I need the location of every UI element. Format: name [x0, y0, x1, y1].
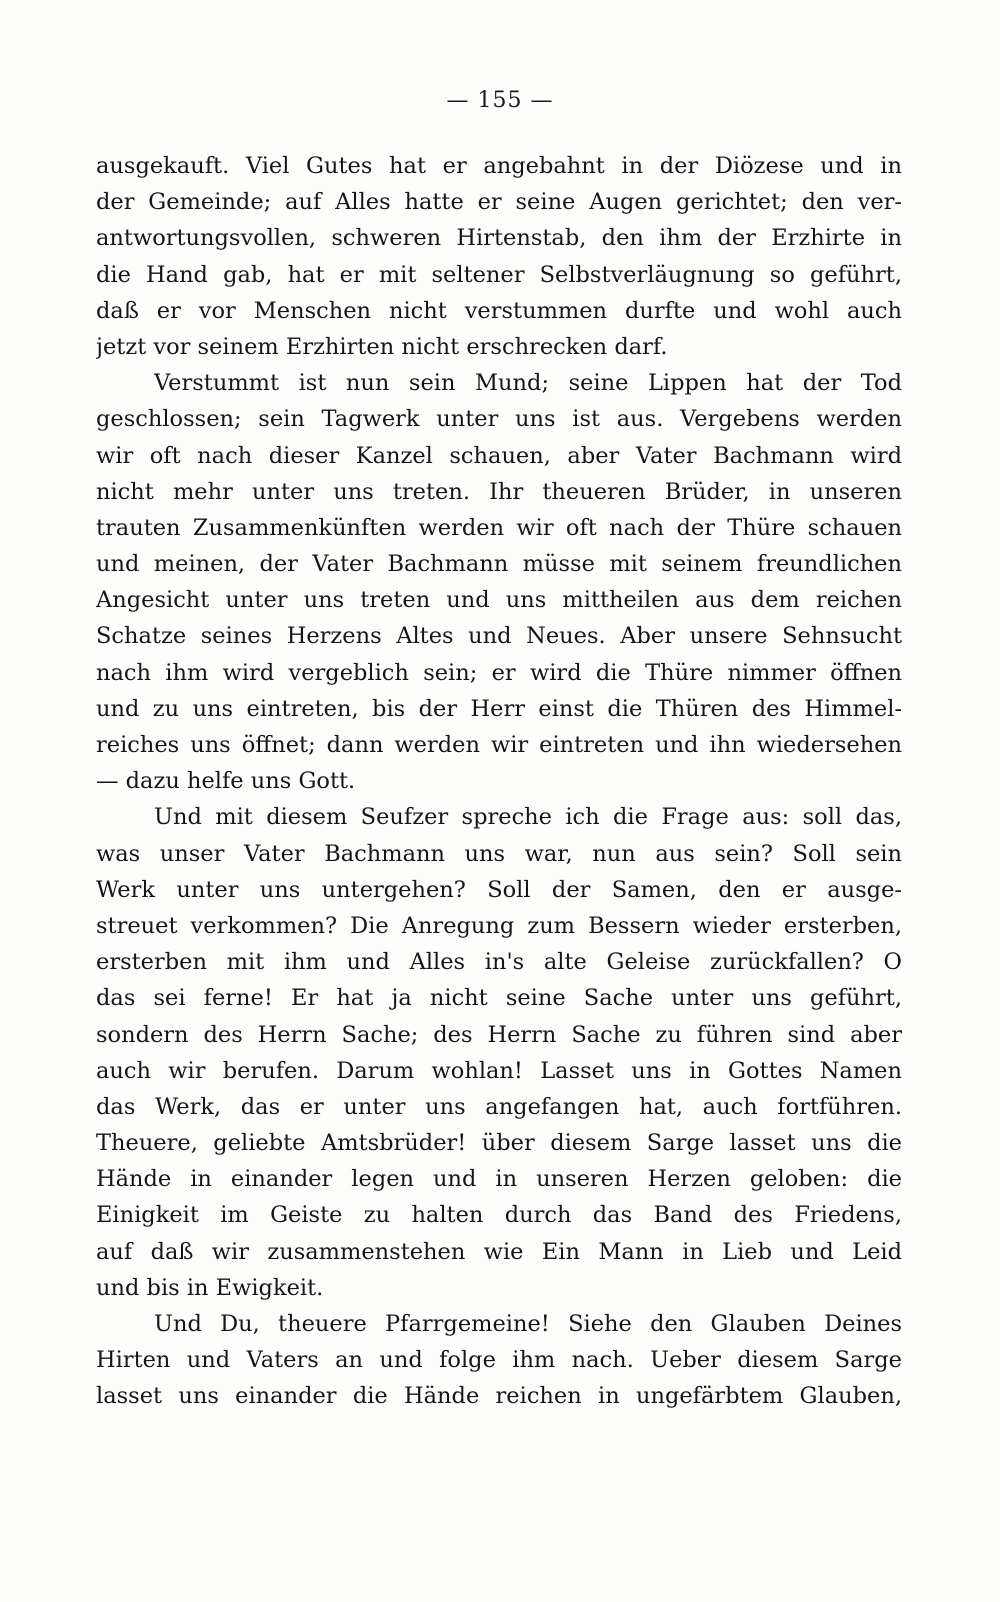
text-line: auch wir berufen. Darum wohlan! Lasset uns in Gottes Namen — [96, 1057, 902, 1084]
text-line: auf daß wir zusammenstehen wie Ein Mann in Lieb und Leid — [96, 1238, 902, 1265]
text-line: das Werk, das er unter uns angefangen hat, auch fortführen. — [96, 1093, 902, 1120]
text-line: Angesicht unter uns treten und uns mittheilen aus dem reichen — [96, 587, 902, 614]
text-line: — dazu helfe uns Gott. — [96, 768, 356, 795]
text-line: trauten Zusammenkünften werden wir oft nach der Thüre schauen — [96, 514, 902, 541]
text-line: lasset uns einander die Hände reichen in ungefärbtem Glauben, — [96, 1383, 902, 1410]
text-line: wir oft nach dieser Kanzel schauen, aber Vater Bachmann wird — [96, 442, 902, 469]
text-line: und zu uns eintreten, bis der Herr einst die Thüren des Himmel- — [96, 695, 902, 722]
text-line: ersterben mit ihm und Alles in's alte Geleise zurückfallen? O — [96, 949, 902, 976]
text-line: Theuere, geliebte Amtsbrüder! über diesem Sarge lasset uns die — [96, 1130, 902, 1157]
text-line: daß er vor Menschen nicht verstummen durfte und wohl auch — [96, 297, 902, 324]
text-line: was unser Vater Bachmann uns war, nun aus sein? Soll sein — [96, 840, 902, 867]
text-line: und meinen, der Vater Bachmann müsse mit seinem freundlichen — [96, 551, 902, 578]
paragraph-start-line: Und mit diesem Seufzer spreche ich die Frage aus: soll das, — [154, 804, 902, 831]
text-line: antwortungsvollen, schweren Hirtenstab, den ihm der Erzhirte in — [96, 225, 902, 252]
page-number: — 155 — — [446, 88, 554, 113]
text-line: geschlossen; sein Tagwerk unter uns ist aus. Vergebens werden — [96, 406, 902, 433]
text-line: jetzt vor seinem Erzhirten nicht erschrecken darf. — [96, 333, 668, 360]
text-line: und bis in Ewigkeit. — [96, 1274, 324, 1301]
body-text — [96, 148, 902, 1415]
paragraph-start-line: Verstummt ist nun sein Mund; seine Lippen hat der Tod — [154, 370, 902, 397]
text-line: Hände in einander legen und in unseren Herzen geloben: die — [96, 1166, 902, 1193]
text-line: der Gemeinde; auf Alles hatte er seine Augen gerichtet; den ver- — [96, 189, 902, 216]
text-line: die Hand gab, hat er mit seltener Selbstverläugnung so geführt, — [96, 261, 902, 288]
paragraph-start-line: Und Du, theuere Pfarrgemeine! Siehe den Glauben Deines — [154, 1311, 902, 1337]
text-line: nicht mehr unter uns treten. Ihr theueren Brüder, in unseren — [96, 478, 902, 505]
text-line: sondern des Herrn Sache; des Herrn Sache zu führen sind aber — [96, 1021, 902, 1048]
text-line: ausgekauft. Viel Gutes hat er angebahnt in der Diözese und in — [96, 153, 902, 179]
text-line: Schatze seines Herzens Altes und Neues. Aber unsere Sehnsucht — [96, 623, 902, 650]
text-line: Hirten und Vaters an und folge ihm nach. Ueber diesem Sarge — [96, 1347, 902, 1374]
text-line: Einigkeit im Geiste zu halten durch das Band des Friedens, — [96, 1202, 902, 1229]
text-line: nach ihm wird vergeblich sein; er wird die Thüre nimmer öffnen — [96, 659, 902, 686]
text-line: reiches uns öffnet; dann werden wir eintreten und ihn wiedersehen — [96, 732, 902, 758]
text-line: streuet verkommen? Die Anregung zum Bessern wieder ersterben, — [96, 912, 902, 939]
text-line: das sei ferne! Er hat ja nicht seine Sache unter uns geführt, — [96, 985, 902, 1012]
text-line: Werk unter uns untergehen? Soll der Samen, den er ausge- — [96, 876, 902, 903]
